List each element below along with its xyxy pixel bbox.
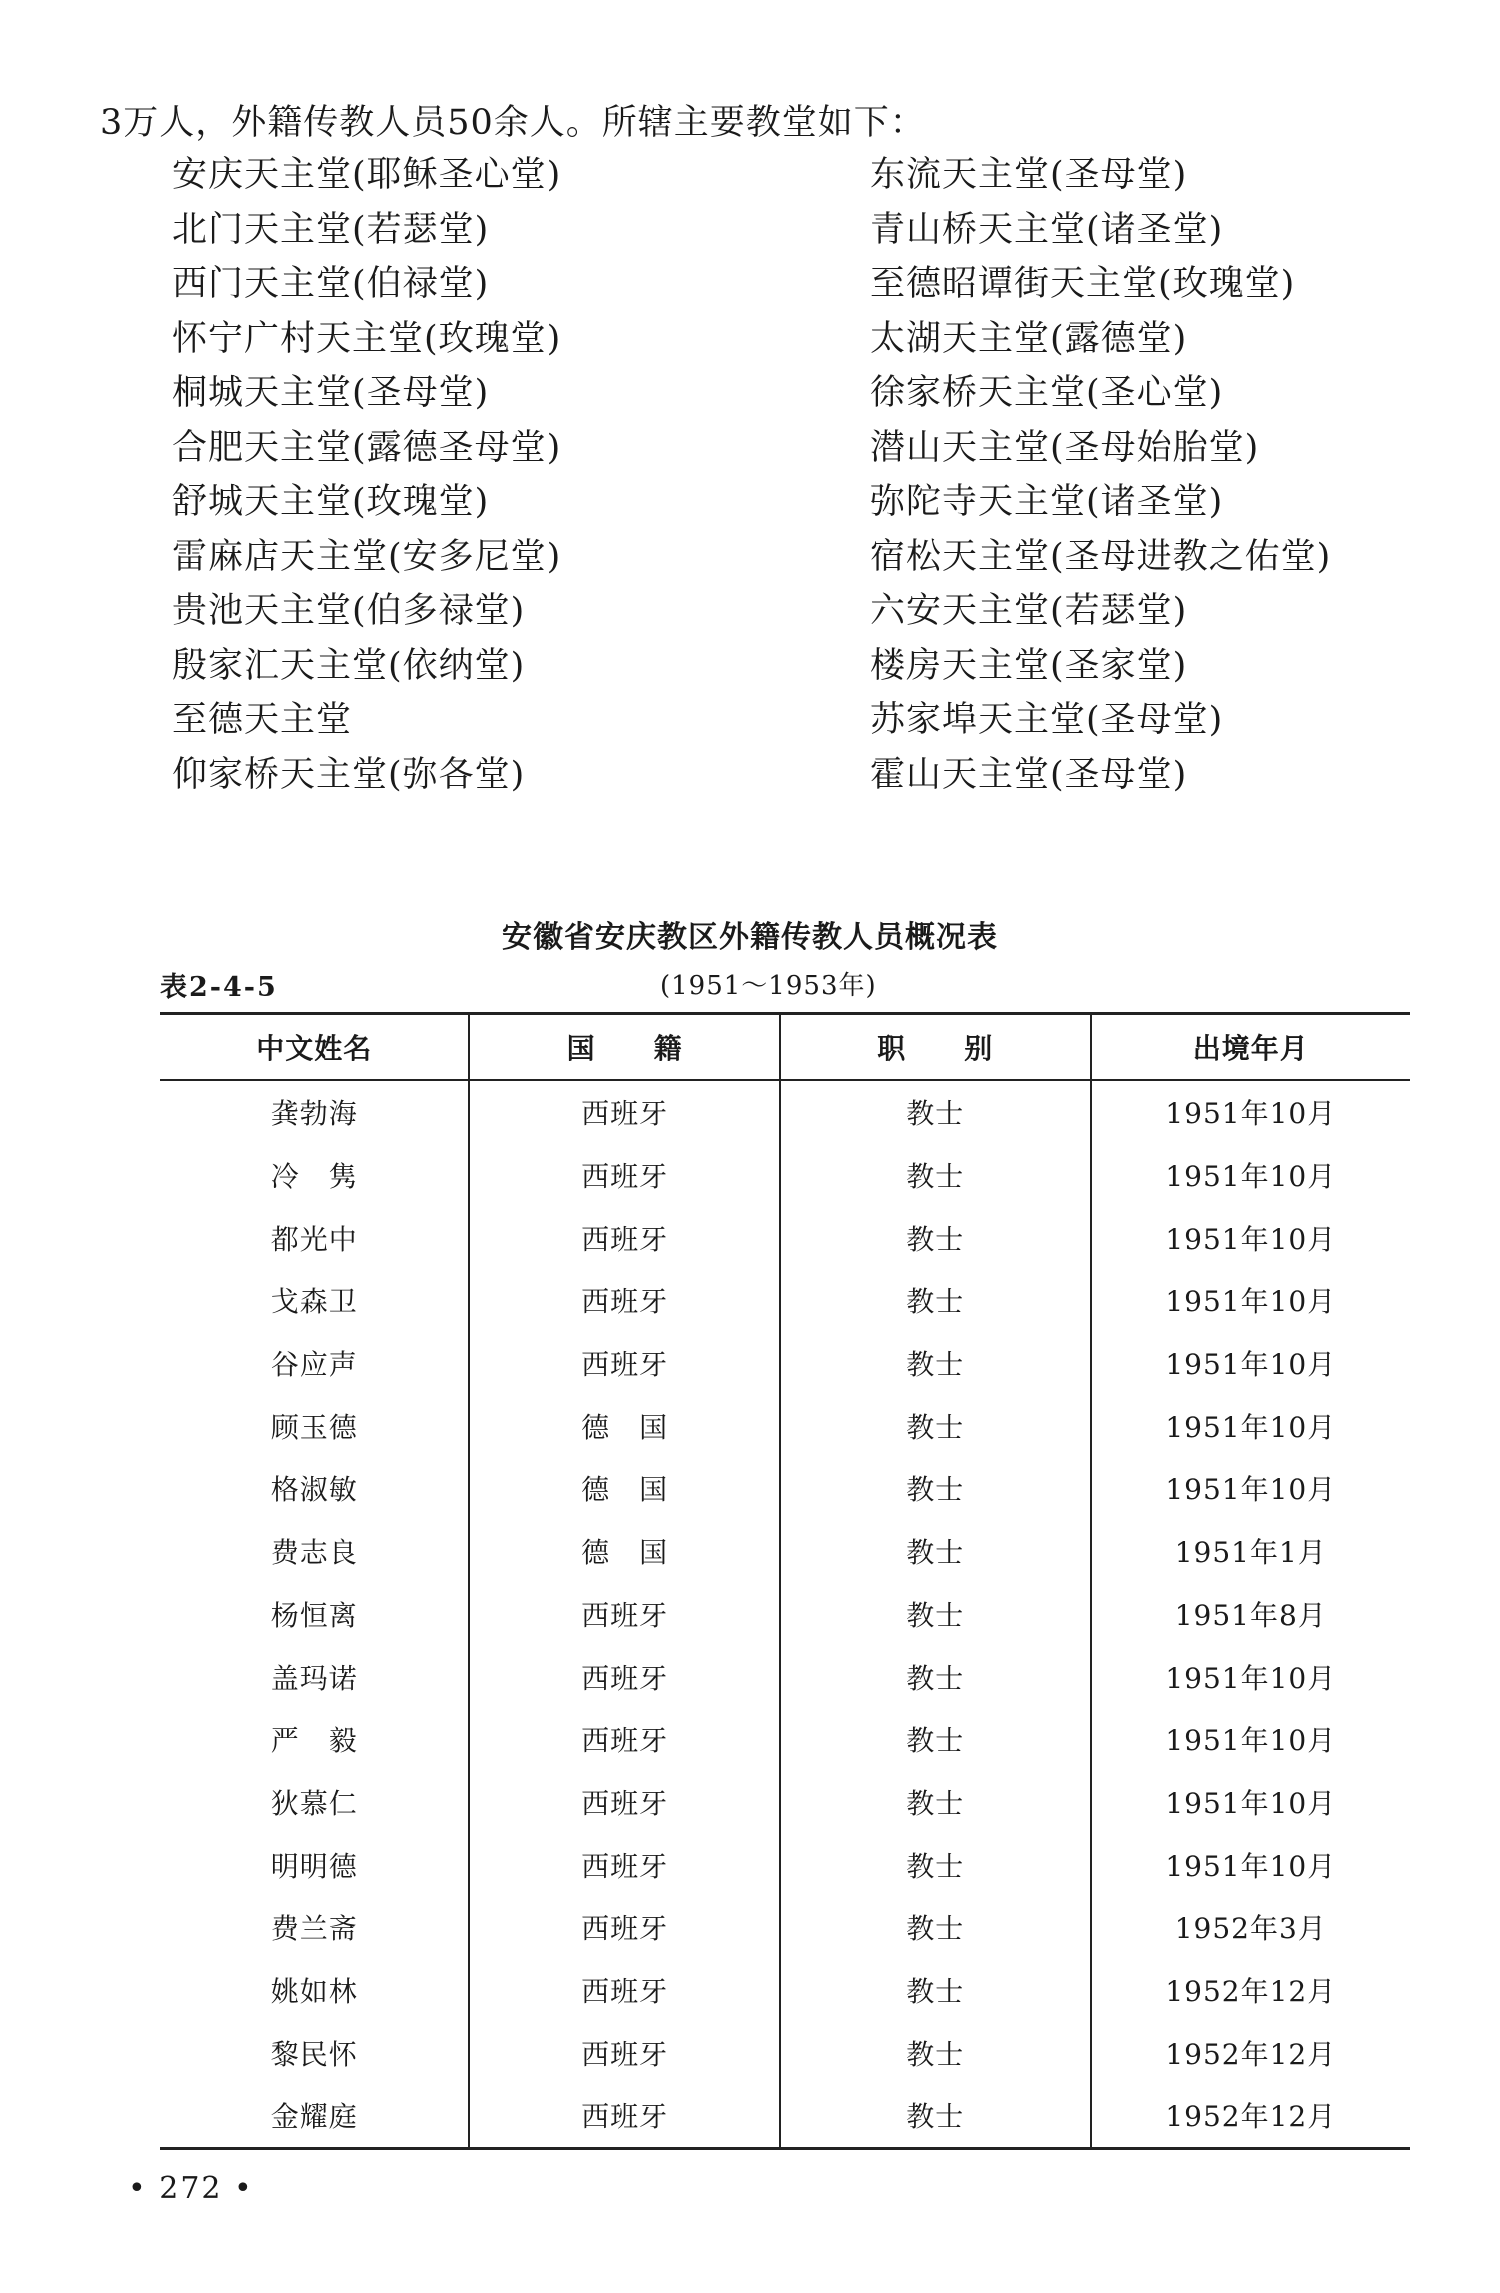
cell-nationality: 德 国 — [469, 1520, 780, 1583]
cell-date: 1951年10月 — [1091, 1645, 1410, 1708]
cell-position: 教士 — [780, 1080, 1091, 1144]
church-item: 怀宁广村天主堂(玫瑰堂) — [172, 318, 562, 359]
cell-position: 教士 — [780, 1332, 1091, 1395]
church-item: 北门天主堂(若瑟堂) — [172, 209, 490, 250]
cell-name: 严 毅 — [270, 1724, 358, 1758]
table-row — [160, 1708, 1410, 1771]
cell-name: 谷应声 — [270, 1348, 358, 1382]
cell-date: 1951年10月 — [1091, 1708, 1410, 1771]
cell-date: 1952年12月 — [1091, 2021, 1410, 2084]
page-number: • 272 • — [128, 2171, 254, 2206]
cell-position: 教士 — [780, 1833, 1091, 1896]
cell-position: 教士 — [780, 1206, 1091, 1269]
church-item: 弥陀寺天主堂(诸圣堂) — [870, 482, 1224, 522]
cell-date: 1951年10月 — [1091, 1269, 1410, 1332]
cell-nationality: 西班牙 — [469, 1645, 780, 1708]
cell-nationality: 西班牙 — [469, 1708, 780, 1771]
church-item: 雷麻店天主堂(安多尼堂) — [172, 536, 562, 577]
cell-name: 费志良 — [270, 1536, 358, 1570]
table-row — [160, 1457, 1410, 1520]
table-row — [160, 1959, 1410, 2022]
cell-date: 1951年1月 — [1091, 1520, 1410, 1583]
church-item: 苏家埠天主堂(圣母堂) — [870, 700, 1224, 740]
church-item: 殷家汇天主堂(依纳堂) — [172, 645, 526, 686]
church-item: 东流天主堂(圣母堂) — [870, 155, 1188, 195]
cell-name: 龚勃海 — [270, 1097, 358, 1131]
cell-name: 狄慕仁 — [270, 1786, 358, 1820]
cell-position: 教士 — [780, 1394, 1091, 1457]
cell-date: 1951年8月 — [1091, 1583, 1410, 1646]
header-chinese-name: 中文姓名 — [160, 1014, 469, 1081]
church-item: 潜山天主堂(圣母始胎堂) — [870, 427, 1260, 468]
cell-position: 教士 — [780, 1144, 1091, 1207]
table-row — [160, 1080, 1410, 1144]
table-row — [160, 1394, 1410, 1457]
cell-date: 1951年10月 — [1091, 1833, 1410, 1896]
cell-nationality: 西班牙 — [469, 1959, 780, 2022]
church-item: 西门天主堂(伯禄堂) — [172, 264, 490, 304]
cell-date: 1951年10月 — [1091, 1771, 1410, 1834]
cell-nationality: 西班牙 — [469, 1771, 780, 1834]
cell-nationality: 西班牙 — [469, 1896, 780, 1959]
cell-nationality: 西班牙 — [469, 2084, 780, 2148]
table-row — [160, 1771, 1410, 1834]
table-row — [160, 1144, 1410, 1207]
header-departure-date: 出境年月 — [1091, 1014, 1410, 1081]
cell-name: 都光中 — [270, 1222, 358, 1256]
cell-nationality: 西班牙 — [469, 2021, 780, 2084]
cell-nationality: 西班牙 — [469, 1080, 780, 1144]
cell-name: 黎民怀 — [270, 2037, 358, 2071]
table-header-row — [160, 1014, 1410, 1081]
cell-nationality: 西班牙 — [469, 1583, 780, 1646]
church-item: 徐家桥天主堂(圣心堂) — [870, 373, 1224, 413]
cell-name: 费兰斋 — [270, 1912, 358, 1946]
cell-date: 1951年10月 — [1091, 1080, 1410, 1144]
table-row — [160, 1520, 1410, 1583]
cell-position: 教士 — [780, 1457, 1091, 1520]
cell-position: 教士 — [780, 1269, 1091, 1332]
church-list-right — [870, 148, 1331, 802]
cell-nationality: 西班牙 — [469, 1269, 780, 1332]
cell-name: 盖玛诺 — [270, 1661, 358, 1695]
intro-paragraph: 3万人，外籍传教人员50余人。所辖主要教堂如下： — [100, 103, 926, 143]
header-position: 职 别 — [780, 1014, 1091, 1081]
cell-position: 教士 — [780, 2084, 1091, 2148]
table-years: (1951～1953年) — [660, 971, 877, 1001]
missionaries-table — [160, 1012, 1410, 2150]
church-item: 霍山天主堂(圣母堂) — [870, 754, 1188, 795]
header-nationality: 国 籍 — [469, 1014, 780, 1081]
cell-nationality: 西班牙 — [469, 1833, 780, 1896]
cell-position: 教士 — [780, 1520, 1091, 1583]
church-item: 青山桥天主堂(诸圣堂) — [870, 209, 1224, 250]
cell-date: 1951年10月 — [1091, 1457, 1410, 1520]
cell-nationality: 西班牙 — [469, 1206, 780, 1269]
cell-name: 明明德 — [270, 1849, 358, 1883]
cell-position: 教士 — [780, 1708, 1091, 1771]
cell-name: 姚如林 — [270, 1974, 358, 2008]
cell-position: 教士 — [780, 1771, 1091, 1834]
cell-position: 教士 — [780, 1959, 1091, 2022]
table-row — [160, 2084, 1410, 2148]
table-title: 安徽省安庆教区外籍传教人员概况表 — [502, 920, 998, 955]
table-row — [160, 1583, 1410, 1646]
church-item: 贵池天主堂(伯多禄堂) — [172, 591, 526, 631]
cell-name: 金耀庭 — [160, 2084, 469, 2148]
cell-name: 冷 隽 — [270, 1160, 358, 1194]
church-item: 仰家桥天主堂(弥各堂) — [172, 754, 526, 795]
church-item: 六安天主堂(若瑟堂) — [870, 591, 1188, 631]
table-row — [160, 1896, 1410, 1959]
church-item: 合肥天主堂(露德圣母堂) — [172, 427, 562, 468]
cell-position: 教士 — [780, 2021, 1091, 2084]
cell-nationality: 西班牙 — [469, 1332, 780, 1395]
table-label: 表2-4-5 — [160, 972, 278, 1003]
table-row — [160, 1833, 1410, 1896]
cell-date: 1952年12月 — [1091, 2084, 1410, 2148]
cell-date: 1951年10月 — [1091, 1332, 1410, 1395]
cell-name: 顾玉德 — [270, 1410, 358, 1444]
church-item: 楼房天主堂(圣家堂) — [870, 645, 1188, 686]
cell-position: 教士 — [780, 1583, 1091, 1646]
cell-name: 格淑敏 — [270, 1473, 358, 1507]
cell-nationality: 德 国 — [469, 1394, 780, 1457]
church-item: 宿松天主堂(圣母进教之佑堂) — [870, 536, 1332, 577]
cell-nationality: 西班牙 — [469, 1144, 780, 1207]
church-item: 太湖天主堂(露德堂) — [870, 318, 1188, 359]
cell-date: 1951年10月 — [1091, 1144, 1410, 1207]
church-item: 至德天主堂 — [172, 700, 353, 740]
table-row — [160, 1332, 1410, 1395]
table-row — [160, 1206, 1410, 1269]
church-list-left — [172, 148, 561, 802]
table-row — [160, 2021, 1410, 2084]
cell-date: 1952年3月 — [1091, 1896, 1410, 1959]
cell-position: 教士 — [780, 1645, 1091, 1708]
table-row — [160, 1645, 1410, 1708]
cell-position: 教士 — [780, 1896, 1091, 1959]
church-item: 桐城天主堂(圣母堂) — [172, 373, 490, 413]
table-row — [160, 1269, 1410, 1332]
cell-name: 杨恒离 — [270, 1598, 358, 1632]
church-item: 至德昭谭街天主堂(玫瑰堂) — [870, 264, 1296, 304]
church-item: 舒城天主堂(玫瑰堂) — [172, 482, 490, 522]
cell-date: 1951年10月 — [1091, 1394, 1410, 1457]
church-item: 安庆天主堂(耶稣圣心堂) — [172, 155, 562, 195]
cell-nationality: 德 国 — [469, 1457, 780, 1520]
cell-date: 1951年10月 — [1091, 1206, 1410, 1269]
cell-name: 戈森卫 — [270, 1285, 358, 1319]
cell-date: 1952年12月 — [1091, 1959, 1410, 2022]
